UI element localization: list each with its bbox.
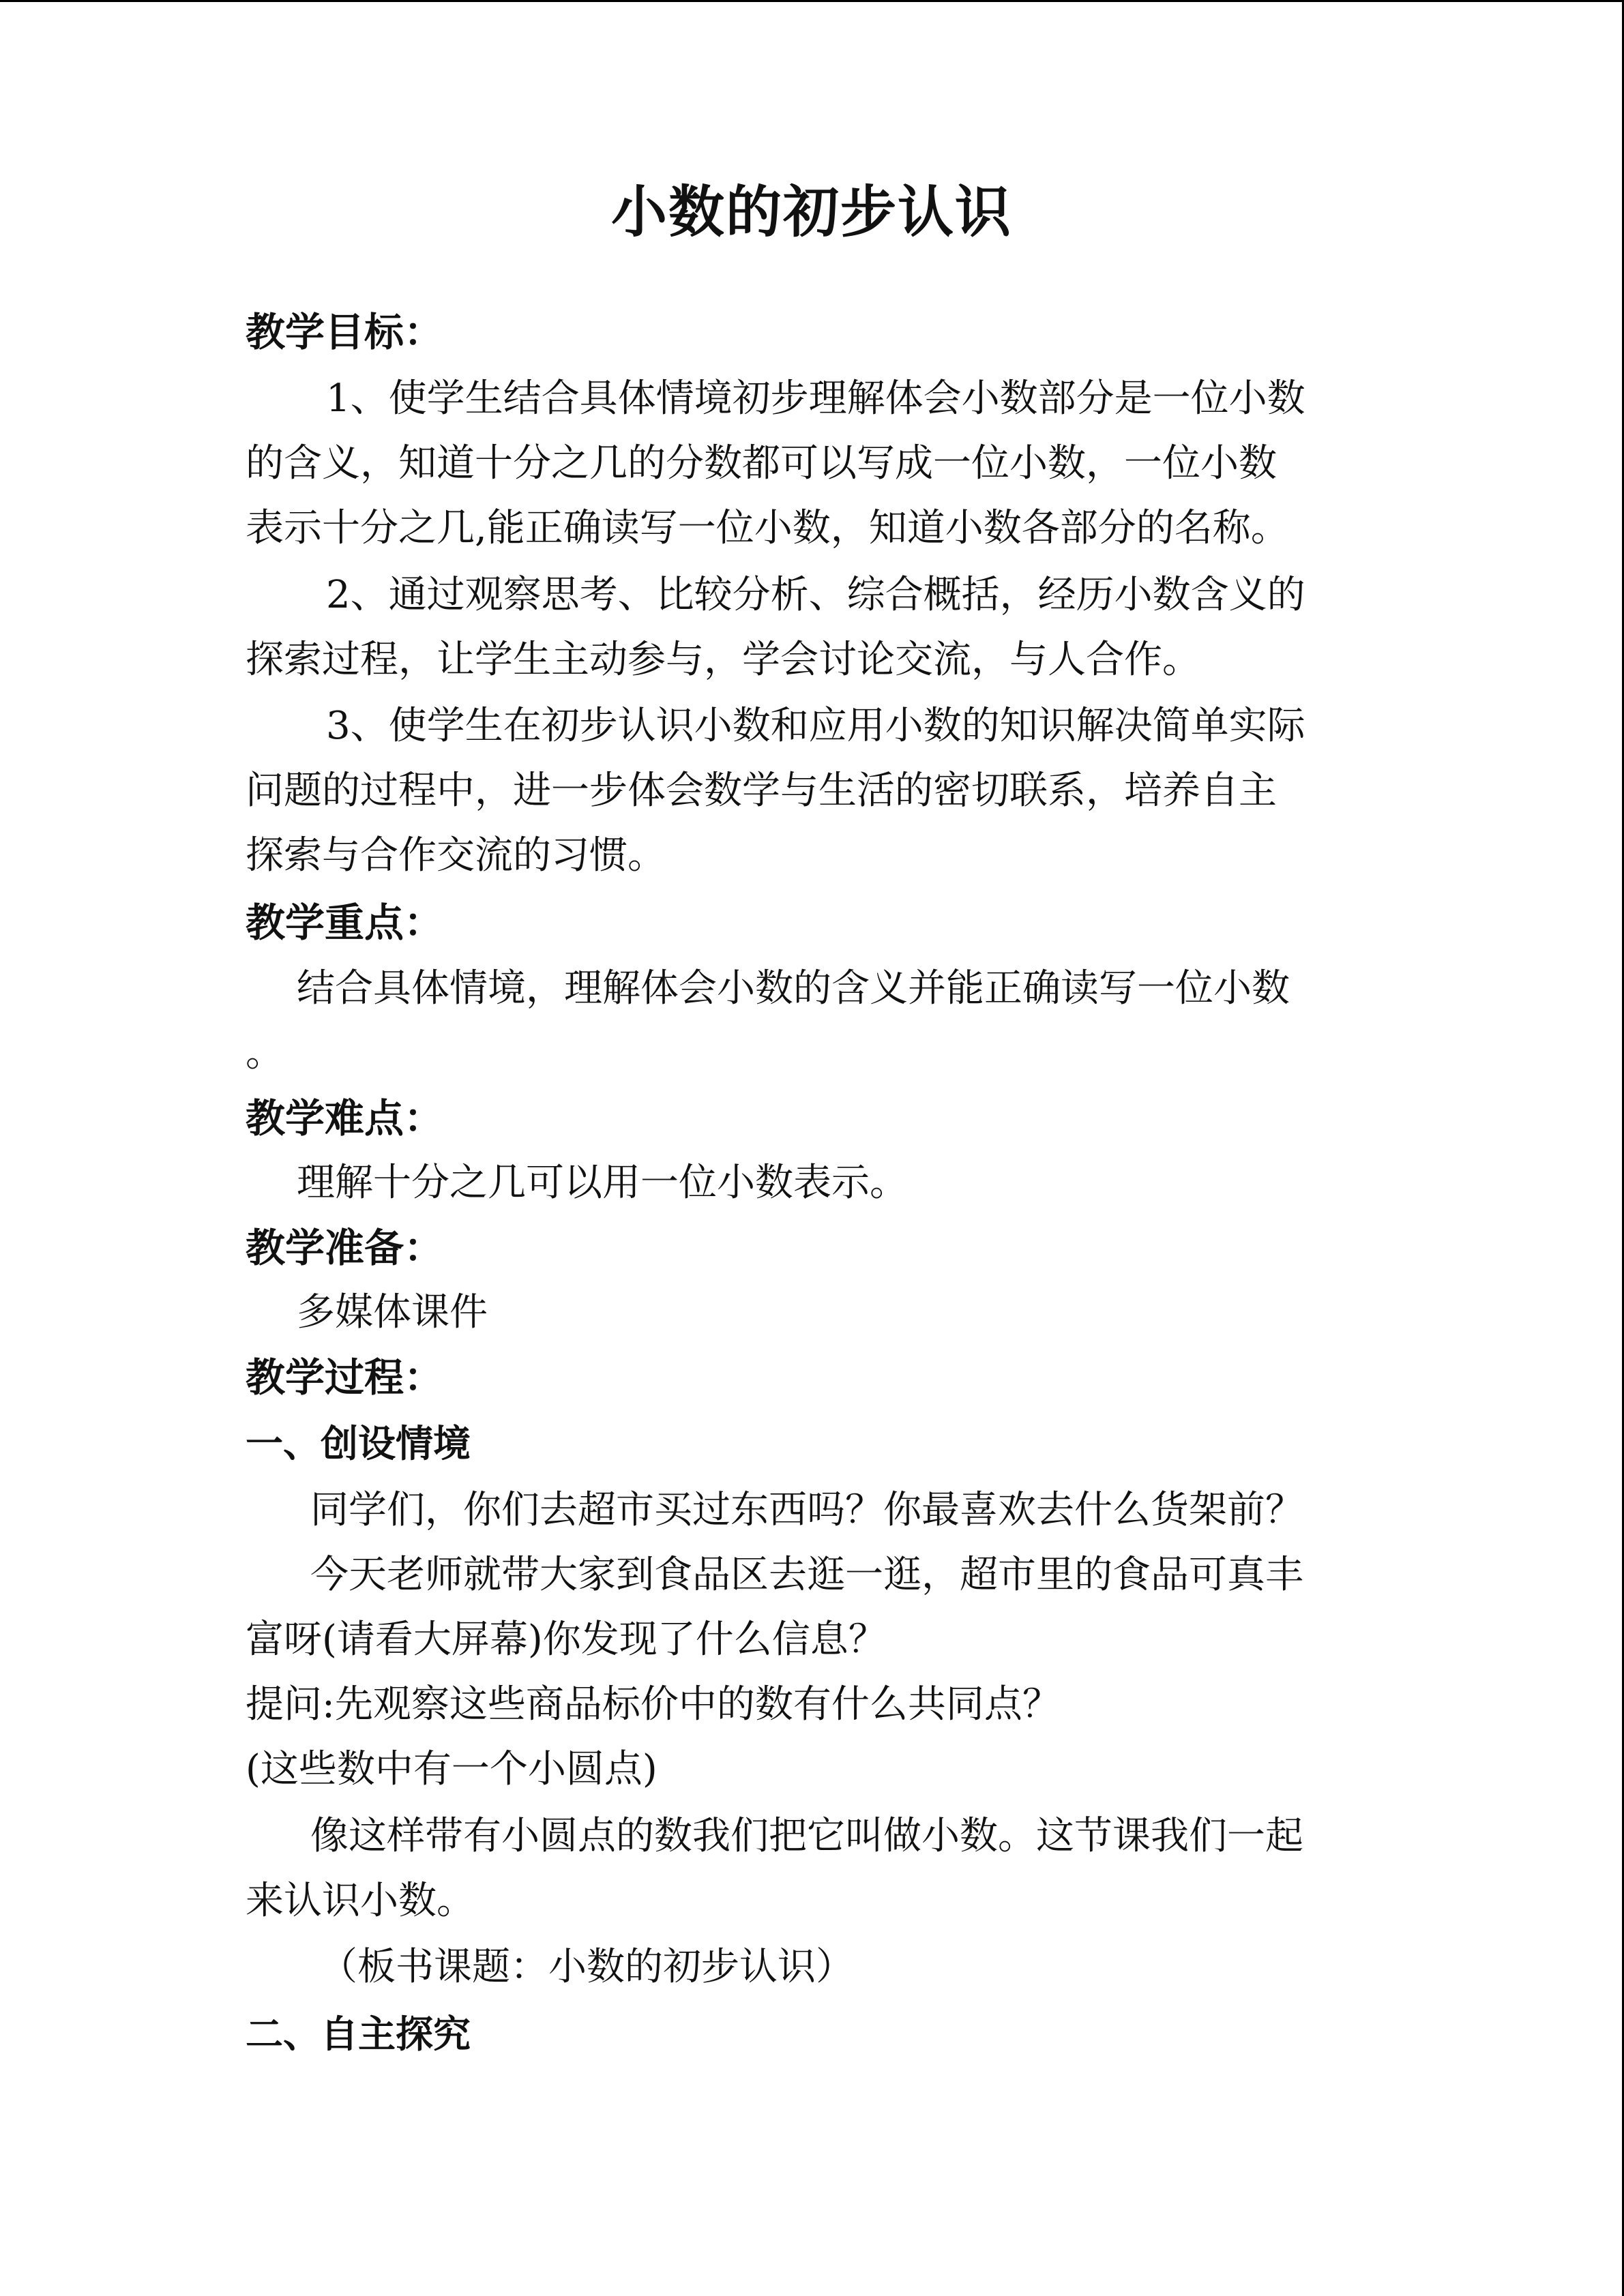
key-points-line-1: 结合具体情境，理解体会小数的含义并能正确读写一位小数	[297, 966, 1290, 1011]
document-title: 小数的初步认识	[610, 180, 1012, 245]
difficulty-heading: 教学难点：	[246, 1095, 444, 1142]
section-1-line-6: 像这样带有小圆点的数我们把它叫做小数。这节课我们一起	[310, 1814, 1303, 1858]
difficulty-line: 理解十分之几可以用一位小数表示。	[297, 1161, 908, 1205]
objective-1-line-3: 表示十分之几,能正确读写一位小数，知道小数各部分的名称。	[246, 506, 1289, 550]
objective-2-line-2: 探索过程，让学生主动参与，学会讨论交流，与人合作。	[246, 638, 1200, 682]
section-1-line-2: 今天老师就带大家到食品区去逛一逛，超市里的食品可真丰	[310, 1553, 1303, 1597]
objective-1-line-2: 的含义，知道十分之几的分数都可以写成一位小数，一位小数	[246, 441, 1277, 486]
key-points-heading: 教学重点：	[246, 899, 444, 946]
preparation-line: 多媒体课件	[297, 1290, 488, 1335]
objective-3-line-1: 3、使学生在初步认识小数和应用小数的知识解决简单实际	[326, 704, 1305, 748]
section-1-line-4: 提问:先观察这些商品标价中的数有什么共同点？	[246, 1682, 1061, 1727]
objectives-heading: 教学目标：	[246, 309, 444, 355]
objective-3-line-3: 探索与合作交流的习惯。	[246, 833, 666, 878]
section-1-line-1: 同学们，你们去超市买过东西吗？你最喜欢去什么货架前？	[310, 1488, 1303, 1532]
key-points-line-2: 。	[246, 1031, 284, 1075]
section-1-line-7: 来认识小数。	[246, 1879, 475, 1923]
section-1-line-8: （板书课题：小数的初步认识）	[319, 1945, 854, 1989]
objective-3-line-2: 问题的过程中，进一步体会数学与生活的密切联系，培养自主	[246, 769, 1277, 813]
section-2-heading: 二、自主探究	[246, 2012, 471, 2056]
preparation-heading: 教学准备：	[246, 1225, 444, 1271]
section-1-heading: 一、创设情境	[246, 1422, 471, 1465]
section-1-line-5: (这些数中有一个小圆点)	[246, 1747, 658, 1791]
objective-2-line-1: 2、通过观察思考、比较分析、综合概括，经历小数含义的	[326, 573, 1305, 617]
objective-1-line-1: 1、使学生结合具体情境初步理解体会小数部分是一位小数	[326, 376, 1305, 421]
top-border-line	[0, 0, 1624, 2]
section-1-line-3: 富呀(请看大屏幕)你发现了什么信息？	[246, 1617, 887, 1662]
process-heading: 教学过程：	[246, 1354, 444, 1401]
